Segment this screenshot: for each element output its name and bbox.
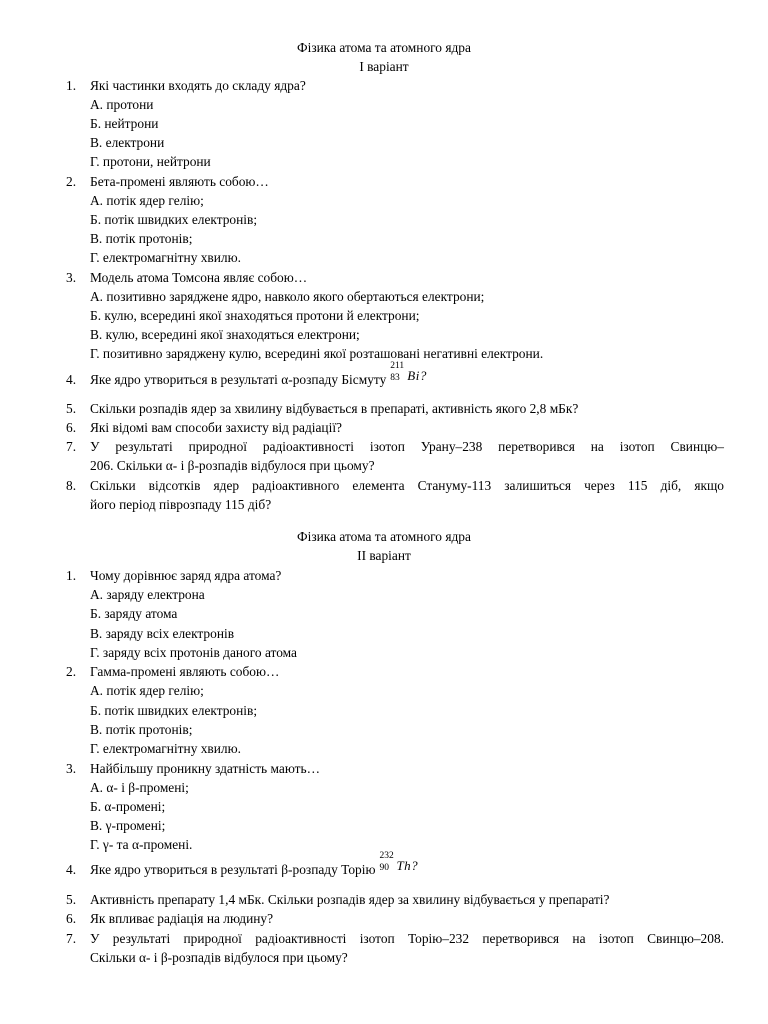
variant2-label: ІІ варіант <box>357 548 411 563</box>
question-number: 3. <box>66 761 77 776</box>
option: Г. протони, нейтрони <box>90 154 211 169</box>
question-text-continued: його період піврозпаду 115 діб? <box>90 497 272 512</box>
option: Б. α-промені; <box>90 799 166 814</box>
option: Г. заряду всіх протонів даного атома <box>90 645 297 660</box>
question-number: 4. <box>66 372 77 387</box>
question-number: 6. <box>66 911 77 926</box>
question-text: Бета-промені являють собою… <box>90 174 269 189</box>
atomic-number: 83 <box>390 373 400 383</box>
question-text: Скільки відсотків ядер радіоактивного елемента Стануму-113 залишиться через 115 діб, якщо <box>90 478 724 493</box>
question-number: 6. <box>66 420 77 435</box>
question-number: 1. <box>66 78 77 93</box>
question-text: Активність препарату 1,4 мБк. Скільки розпадів ядер за хвилину відбувається у препараті? <box>90 892 610 907</box>
option: Г. електромагнітну хвилю. <box>90 741 241 756</box>
question-text: Які частинки входять до складу ядра? <box>90 78 306 93</box>
question-text: У результаті природної радіоактивності ізотоп Торію–232 перетворився на ізотоп Свинцю–208. <box>90 931 724 946</box>
question-text: Яке ядро утвориться в результаті α-розпаду Бісмуту <box>90 372 387 387</box>
mass-number: 232 <box>379 851 394 861</box>
question-number: 3. <box>66 270 77 285</box>
variant1-title: Фізика атома та атомного ядра <box>297 40 471 55</box>
isotope-formula <box>390 361 430 389</box>
option: В. кулю, всередині якої знаходяться електрони; <box>90 327 360 342</box>
mass-number: 211 <box>390 361 405 371</box>
question-text: Модель атома Томсона являє собою… <box>90 270 308 285</box>
question-text: Як впливає радіація на людину? <box>90 911 274 926</box>
question-number: 7. <box>66 931 77 946</box>
question-number: 5. <box>66 401 77 416</box>
question-text: У результаті природної радіоактивності ізотоп Урану–238 перетворився на ізотоп Свинцю– <box>90 439 724 454</box>
option: В. заряду всіх електронів <box>90 626 235 641</box>
element-symbol: Bi? <box>407 368 427 383</box>
question-text: Найбільшу проникну здатність мають… <box>90 761 321 776</box>
variant1-label: І варіант <box>359 59 409 74</box>
variant2-title: Фізика атома та атомного ядра <box>297 529 471 544</box>
option: Б. потік швидких електронів; <box>90 212 258 227</box>
option: Г. електромагнітну хвилю. <box>90 250 241 265</box>
option: Г. γ- та α-промені. <box>90 837 193 852</box>
question-number: 2. <box>66 174 77 189</box>
question-text: Скільки розпадів ядер за хвилину відбувається в препараті, активність якого 2,8 мБк? <box>90 401 579 416</box>
question-text-continued: 206. Скільки α- і β-розпадів відбулося при цьому? <box>90 458 375 473</box>
option: В. γ-промені; <box>90 818 166 833</box>
question-text: Чому дорівнює заряд ядра атома? <box>90 568 282 583</box>
question-number: 5. <box>66 892 77 907</box>
question-text: Які відомі вам способи захисту від радіації? <box>90 420 342 435</box>
question-number: 1. <box>66 568 77 583</box>
option: В. потік протонів; <box>90 722 193 737</box>
question-number: 4. <box>66 862 77 877</box>
option: А. позитивно заряджене ядро, навколо якого обертаються електрони; <box>90 289 485 304</box>
option: В. потік протонів; <box>90 231 193 246</box>
question-number: 2. <box>66 664 77 679</box>
option: Б. потік швидких електронів; <box>90 703 258 718</box>
option: Б. кулю, всередині якої знаходяться протони й електрони; <box>90 308 420 323</box>
atomic-number: 90 <box>379 863 389 873</box>
option: Б. нейтрони <box>90 116 159 131</box>
question-number: 7. <box>66 439 77 454</box>
option: Б. заряду атома <box>90 606 178 621</box>
option: В. електрони <box>90 135 165 150</box>
option: А. потік ядер гелію; <box>90 683 204 698</box>
option: А. протони <box>90 97 154 112</box>
option: А. потік ядер гелію; <box>90 193 204 208</box>
question-text: Гамма-промені являють собою… <box>90 664 280 679</box>
isotope-formula <box>379 851 419 879</box>
question-text: Яке ядро утвориться в результаті β-розпаду Торію <box>90 862 376 877</box>
option: Г. позитивно заряджену кулю, всередині якої розташовані негативні електрони. <box>90 346 544 361</box>
option: А. α- і β-промені; <box>90 780 189 795</box>
option: А. заряду електрона <box>90 587 205 602</box>
question-text-continued: Скільки α- і β-розпадів відбулося при цьому? <box>90 950 348 965</box>
question-number: 8. <box>66 478 77 493</box>
element-symbol: Th? <box>396 858 419 873</box>
